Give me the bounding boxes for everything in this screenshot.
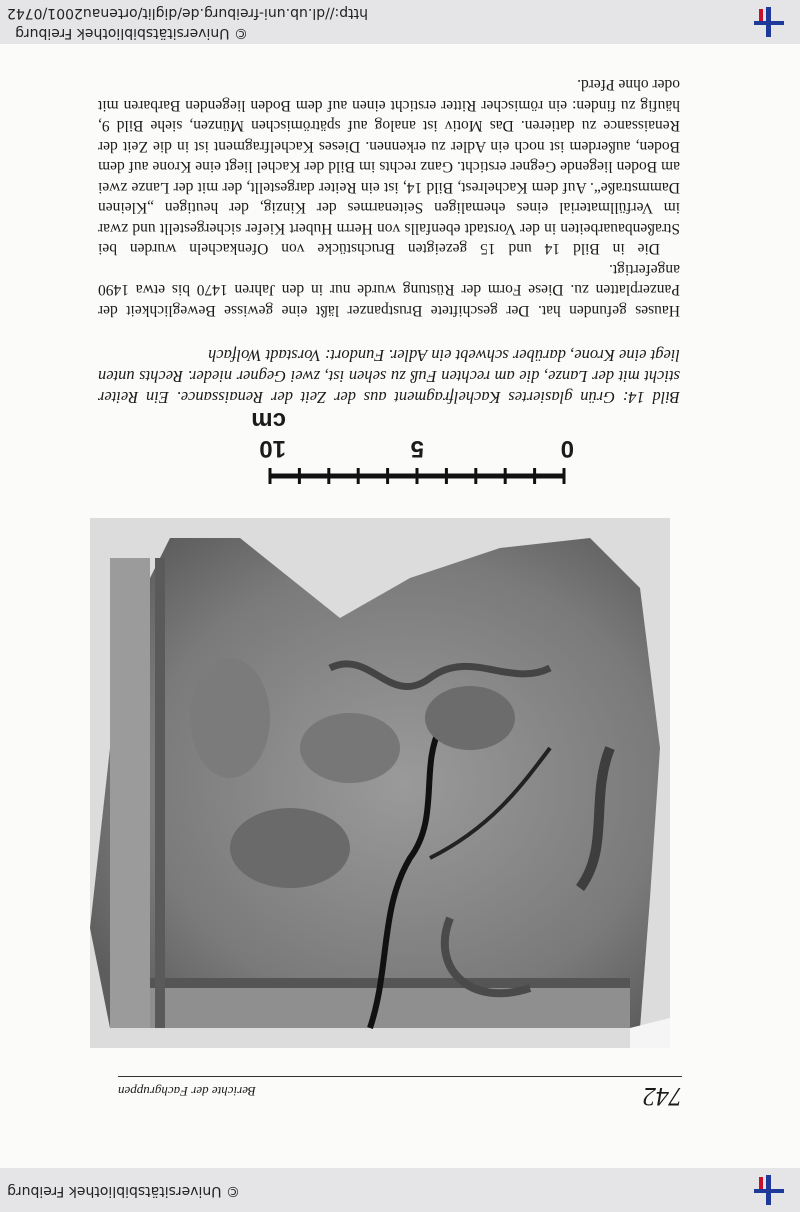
scale-label-zero: 0 — [560, 435, 574, 462]
tile-fragment-image — [90, 518, 670, 1048]
paragraph: Hauses gefunden hat. Der geschiftete Brustpanzer läßt eine gewisse Beweglichkeit der Panzerplatten zu. Diese Form der Rüstung wurde nur in den Jahren 1470 bis etwa 1490 angefertigt. — [98, 261, 680, 319]
scale-bar — [230, 407, 574, 488]
caption-text: Grün glasiertes Kachelfragment aus der Zeit der Renaissance. Ein Reiter sticht mit der Lanze, die am rechten Fuß zu sehen ist, zwei Gegner nieder. Rechts unten liegt eine Krone, darüber schwebt ein Adler. Fundort: Vorstadt Wolfach — [98, 346, 680, 407]
scale-label-ten: 10 cm — [251, 407, 286, 462]
scale-label-five: 5 — [410, 435, 424, 462]
library-copyright-footer: © Universitätsbibliothek Freiburg — [15, 25, 248, 41]
page-number: 742 — [643, 1082, 682, 1111]
page-url-link[interactable]: http://dl.ub.uni-freiburg.de/diglit/ortenau2001/0742 — [6, 5, 368, 21]
university-logo-icon — [754, 7, 784, 37]
running-title: Berichte der Fachgruppen — [118, 1084, 256, 1099]
paragraph: Die in Bild 14 und 15 gezeigten Bruchstücke von Ofenkacheln wurden bei Straßenbauarbeiten in der Vorstadt ebenfalls von Herrn Hubert Kiefer sichergestellt und zwar im Verfüllmaterial eines ehemaligen Seitenarmes der Kinzig, der heutigen „Kleinen Dammstraße“. Auf dem Kachelrest, Bild 14, ist ein Reiter dargestellt, der mit der Lanze zwei am Boden liegende Gegner ersticht. Ganz rechts im Bild der Kachel liegt eine Krone auf dem Boden, außerdem ist noch ein Adler zu erkennen. Dieses Kachelfragment ist in die Zeit der Renaissance zu datieren. Das Motiv ist analog auf spätrömischen Münzen, siehe Bild 9, häufig zu finden: ein römischer Ritter ersticht einen auf dem Boden liegenden Barbaren mit oder ohne Pferd. — [98, 76, 680, 258]
page-header — [118, 1076, 682, 1113]
tile-fragment-photo — [90, 518, 670, 1048]
university-logo-icon — [754, 1175, 784, 1205]
scale-ticks — [270, 468, 564, 484]
scanned-page — [0, 44, 800, 1168]
caption-label: Bild 14: — [622, 388, 680, 407]
viewer-header-bar — [0, 1168, 800, 1212]
body-text — [98, 74, 680, 320]
library-copyright: © Universitätsbibliothek Freiburg — [7, 1183, 240, 1199]
figure-caption — [98, 345, 680, 408]
viewer-footer-bar — [0, 0, 800, 44]
